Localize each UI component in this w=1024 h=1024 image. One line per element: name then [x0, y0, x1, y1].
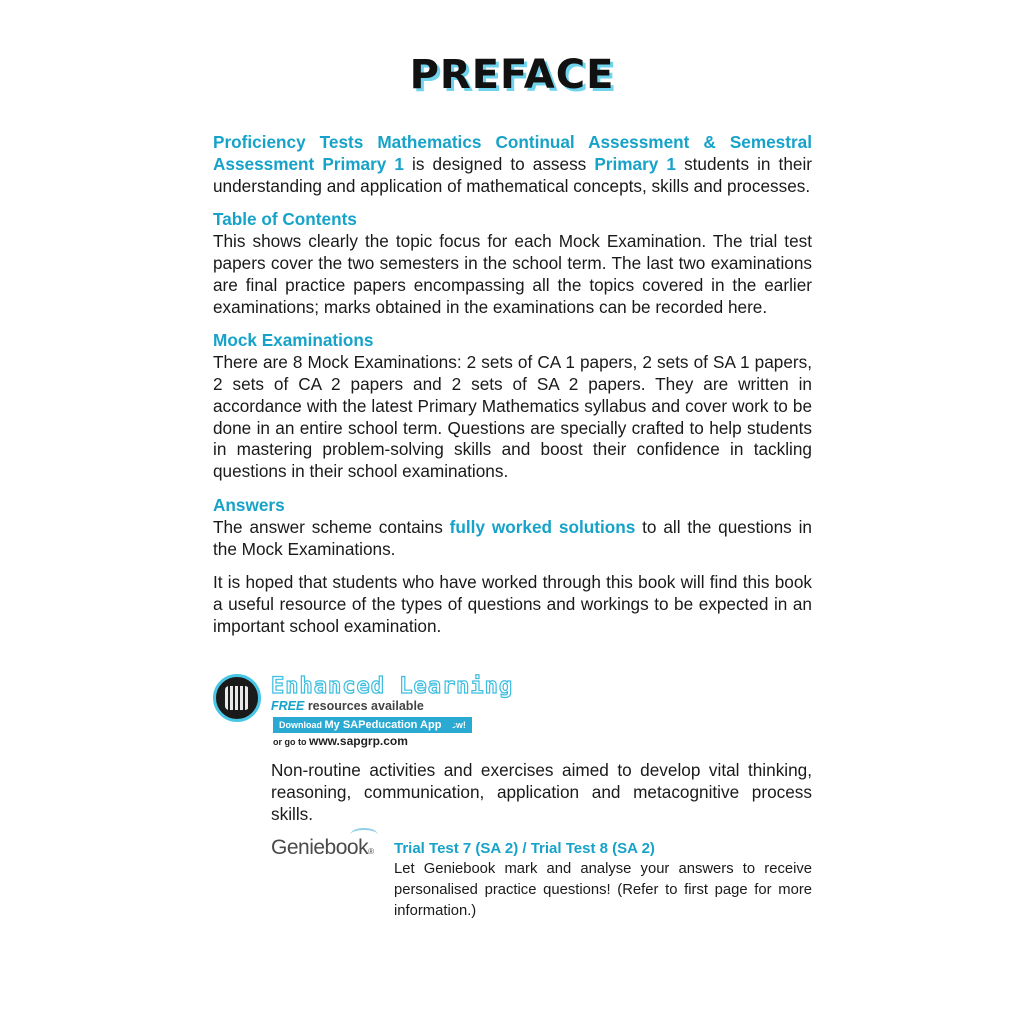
website-url: www.sapgrp.com — [309, 734, 408, 748]
page-title: PREFACE — [409, 52, 615, 98]
enhanced-learning-banner — [213, 672, 573, 752]
level-highlight: Primary 1 — [594, 153, 676, 174]
closing-paragraph: It is hoped that students who have worked through this book will find this book a useful resource of the types of questions and workings to be expected in an important school examination. — [213, 572, 812, 636]
geniebook-section — [394, 838, 812, 922]
book-title: Proficiency Tests Mathematics Continual Assessment & Semestral Assessment Primary 1 — [213, 132, 812, 174]
worked-solutions-highlight: fully worked solutions — [449, 516, 636, 537]
enhanced-learning-title: Enhanced Learning — [271, 674, 514, 699]
enhanced-learning-logo-icon — [213, 674, 261, 722]
toc-heading: Table of Contents — [213, 209, 357, 230]
preface-body — [213, 132, 812, 638]
answers-paragraph: The answer scheme contains fully worked solutions to all the questions in the Mock Examinations. — [213, 516, 812, 559]
download-app-banner: Download My SAPeducation App Now! — [273, 717, 472, 733]
answers-heading: Answers — [213, 494, 285, 515]
mock-paragraph: There are 8 Mock Examinations: 2 sets of CA 1 papers, 2 sets of SA 1 papers, 2 sets of CA 2 papers and 2 sets of SA 2 papers. They are written in accordance with the latest Primary Mathematics syllabus and cover work to be done in an entire school term. Questions are specially crafted to help students in mastering problem-solving skills and boost their confidence in tackling questions in their school examinations. — [213, 352, 812, 482]
free-resources-label: FREE resources available — [271, 699, 424, 713]
toc-paragraph: This shows clearly the topic focus for each Mock Examination. The trial test papers cover the two semesters in the school term. The last two examinations are final practice papers encompassing all the topics covered in the earlier examinations; marks obtained in the examinations can be recorded here. — [213, 231, 812, 317]
arrow-icon — [443, 717, 457, 733]
mock-heading: Mock Examinations — [213, 330, 374, 351]
website-label: or go to www.sapgrp.com — [273, 734, 408, 748]
enhanced-learning-description: Non-routine activities and exercises aimed to develop vital thinking, reasoning, communication, application and metacognitive process skills. — [271, 760, 812, 824]
geniebook-paragraph: Let Geniebook mark and analyse your answers to receive personalised practice questions! (Refer to first page for more information.) — [394, 861, 812, 919]
geniebook-heading: Trial Test 7 (SA 2) / Trial Test 8 (SA 2) — [394, 840, 655, 857]
geniebook-logo: Geniebook® — [271, 836, 374, 859]
intro-paragraph: Proficiency Tests Mathematics Continual Assessment & Semestral Assessment Primary 1 is designed to assess Primary 1 students in their understanding and application of mathematical concepts, skills and processes. — [213, 132, 812, 196]
